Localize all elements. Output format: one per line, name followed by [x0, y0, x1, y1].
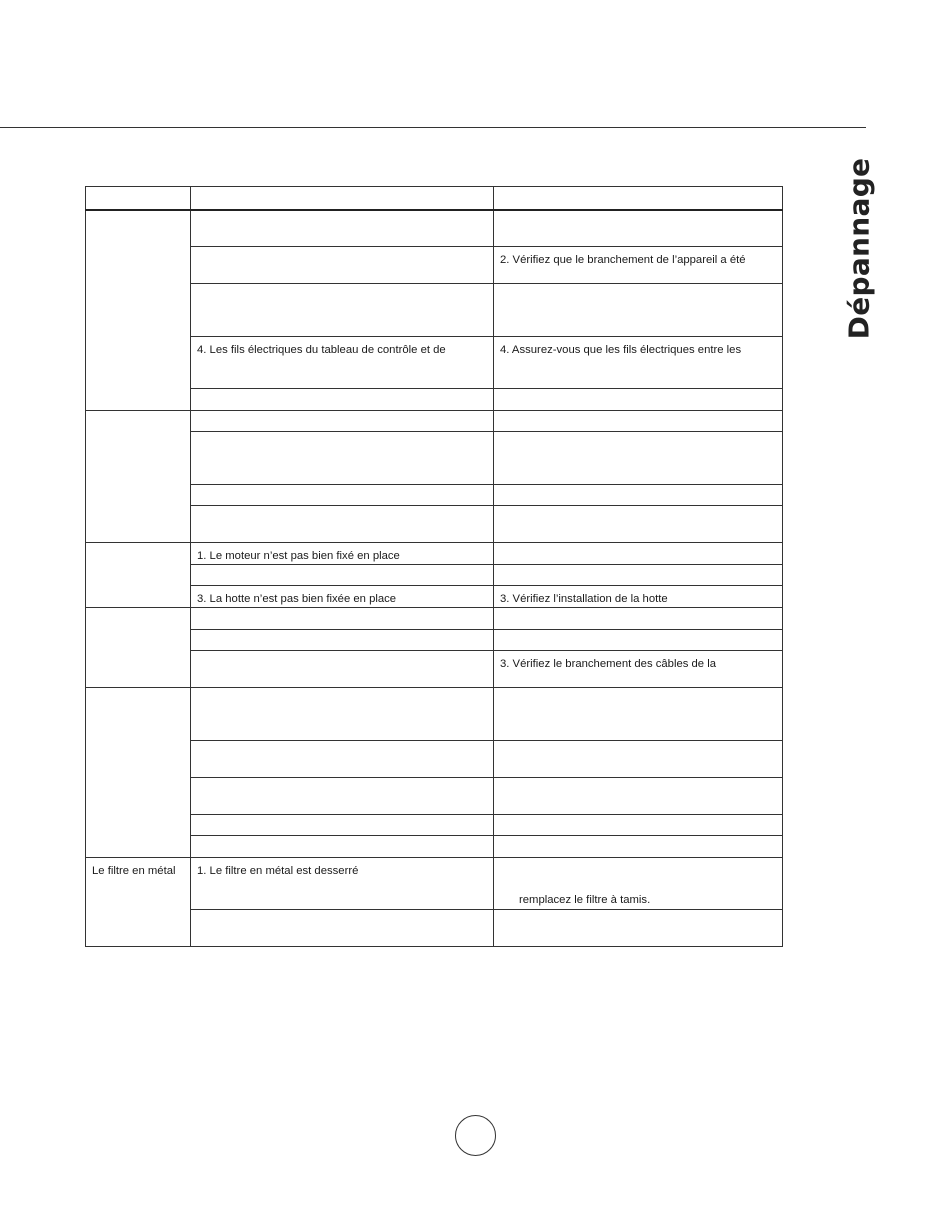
table-row [86, 485, 783, 506]
cause-cell: 1. Le moteur n’est pas bien fixé en place [191, 543, 494, 565]
solution-cell [494, 543, 783, 565]
solution-cell [494, 432, 783, 485]
solution-text-line2: remplacez le filtre à tamis. [519, 894, 651, 906]
table-row [86, 910, 783, 947]
section-title: Dépannage [842, 157, 876, 339]
cause-cell [191, 284, 494, 337]
solution-cell [494, 741, 783, 778]
table-row [86, 688, 783, 741]
symptom-cell [86, 608, 191, 688]
table-row [86, 284, 783, 337]
solution-cell: 3. Vérifiez l’installation de la hotte [494, 586, 783, 608]
table-row [86, 836, 783, 858]
page-number-circle [455, 1115, 496, 1156]
header-cell-cause [191, 187, 494, 210]
symptom-cell [86, 210, 191, 411]
solution-cell [494, 284, 783, 337]
symptom-cell [86, 411, 191, 543]
cause-cell [191, 210, 494, 247]
header-cell-solution [494, 187, 783, 210]
table-row [86, 815, 783, 836]
header-cell-symptom [86, 187, 191, 210]
solution-cell [494, 411, 783, 432]
solution-cell [494, 210, 783, 247]
cause-cell [191, 836, 494, 858]
solution-cell [494, 630, 783, 651]
solution-cell [494, 858, 783, 910]
section-title-vertical [829, 153, 889, 343]
table-row [86, 565, 783, 586]
solution-cell [494, 910, 783, 947]
solution-cell [494, 836, 783, 858]
cause-cell [191, 741, 494, 778]
cause-cell [191, 389, 494, 411]
table-row [86, 389, 783, 411]
solution-cell [494, 688, 783, 741]
cause-cell [191, 778, 494, 815]
table-row [86, 543, 783, 565]
cause-cell [191, 910, 494, 947]
table-header-row [86, 187, 783, 210]
cause-cell [191, 565, 494, 586]
solution-cell [494, 608, 783, 630]
solution-cell: 4. Assurez-vous que les fils électriques entre les [494, 337, 783, 389]
symptom-cell: Le filtre en métal [86, 858, 191, 947]
header-rule [0, 127, 866, 128]
cause-cell: 1. Le filtre en métal est desserré [191, 858, 494, 910]
symptom-cell [86, 543, 191, 608]
solution-cell [494, 506, 783, 543]
cause-cell [191, 506, 494, 543]
cause-cell [191, 688, 494, 741]
solution-cell [494, 815, 783, 836]
cause-cell [191, 651, 494, 688]
cause-cell [191, 432, 494, 485]
cause-cell: 3. La hotte n’est pas bien fixée en place [191, 586, 494, 608]
table-row [86, 210, 783, 247]
table-row [86, 651, 783, 688]
cause-cell [191, 815, 494, 836]
solution-cell: 3. Vérifiez le branchement des câbles de la [494, 651, 783, 688]
table-row [86, 778, 783, 815]
solution-cell [494, 389, 783, 411]
troubleshooting-table [85, 186, 783, 947]
table-row [86, 630, 783, 651]
table-row [86, 506, 783, 543]
cause-cell [191, 608, 494, 630]
table-row [86, 586, 783, 608]
table-row [86, 411, 783, 432]
solution-cell [494, 778, 783, 815]
table-row [86, 247, 783, 284]
cause-cell [191, 247, 494, 284]
solution-cell [494, 485, 783, 506]
solution-cell [494, 565, 783, 586]
table-row [86, 432, 783, 485]
cause-cell [191, 630, 494, 651]
table-row [86, 337, 783, 389]
cause-cell [191, 411, 494, 432]
cause-cell [191, 485, 494, 506]
table-row [86, 741, 783, 778]
symptom-cell [86, 688, 191, 858]
solution-cell: 2. Vérifiez que le branchement de l’appareil a été [494, 247, 783, 284]
table-row [86, 858, 783, 910]
table-row [86, 608, 783, 630]
cause-cell: 4. Les fils électriques du tableau de contrôle et de [191, 337, 494, 389]
